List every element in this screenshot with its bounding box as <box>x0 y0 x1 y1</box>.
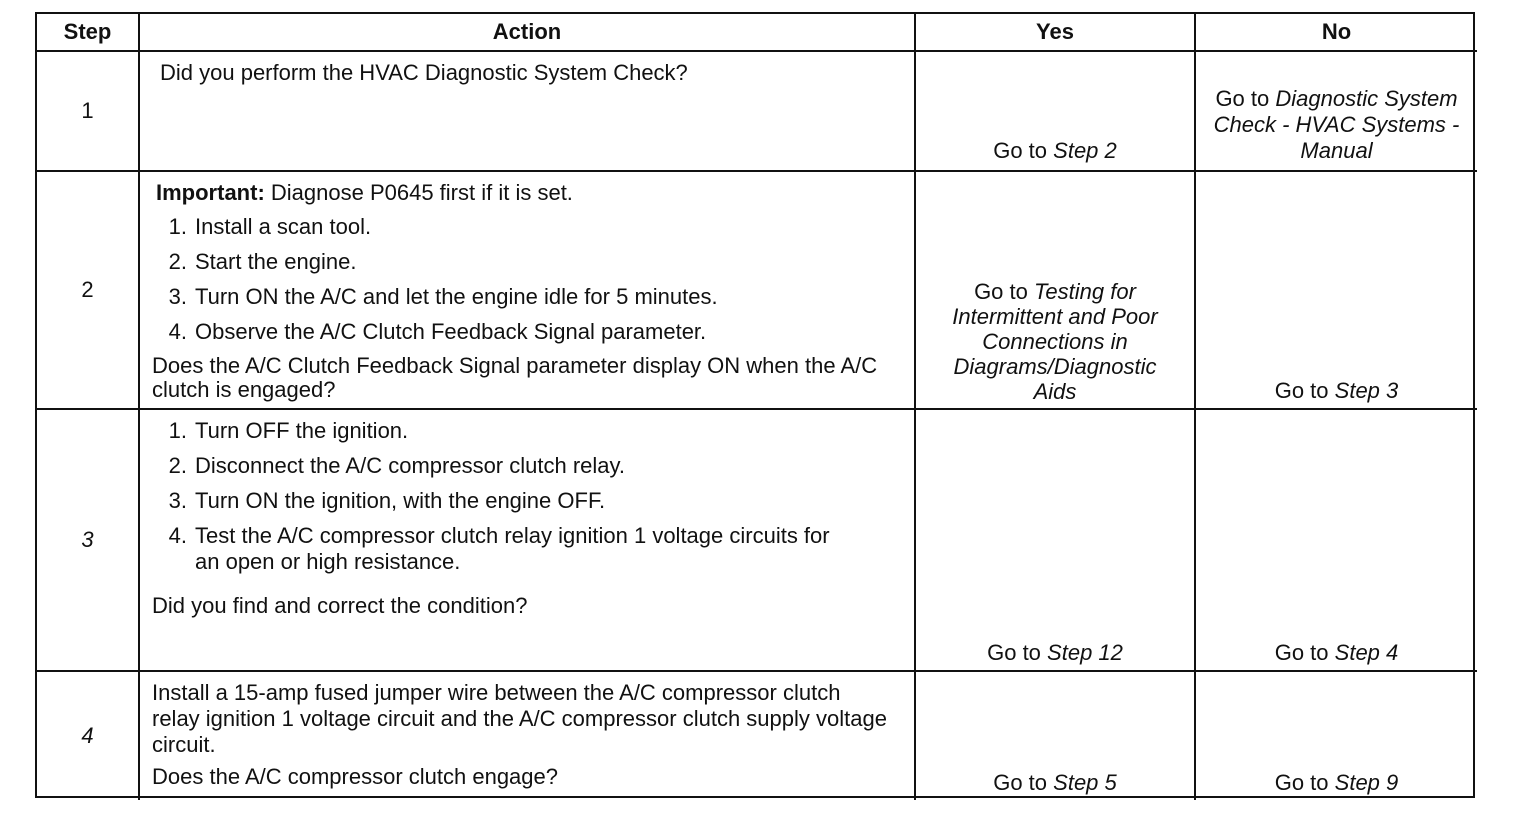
header-step: Step <box>37 14 140 52</box>
no-cell <box>1196 172 1477 410</box>
action-cell <box>140 52 916 172</box>
yes-cell <box>916 672 1196 800</box>
goto-link[interactable]: Step 9 <box>1334 770 1399 795</box>
goto-link[interactable]: Testing for Intermittent and Poor Connections in Diagrams/Diagnostic Aids <box>952 279 1158 404</box>
list-item: 1. Turn OFF the ignition. <box>168 418 409 443</box>
instruction-text: Install a 15-amp fused jumper wire between the A/C compressor clutch relay ignition 1 voltage circuit and the A/C compressor clutch supply voltage circuit. <box>152 680 887 757</box>
no-cell <box>1196 52 1477 172</box>
no-cell <box>1196 672 1477 800</box>
goto-link[interactable]: Step 2 <box>1053 138 1117 163</box>
list-item: 1. Install a scan tool. <box>168 214 372 239</box>
header-yes: Yes <box>916 14 1196 52</box>
yes-cell <box>916 172 1196 410</box>
step-list <box>152 418 902 575</box>
step-list <box>152 214 902 345</box>
yes-cell <box>916 410 1196 672</box>
goto-prefix: Go to <box>1274 640 1329 665</box>
goto-prefix: Go to <box>987 640 1041 665</box>
goto-link[interactable]: Step 3 <box>1334 378 1399 403</box>
goto-prefix: Go to <box>1215 86 1270 111</box>
list-item: 2. Start the engine. <box>168 249 357 274</box>
action-cell <box>140 672 916 800</box>
goto-prefix: Go to <box>993 770 1048 795</box>
step-number: 1 <box>37 52 140 172</box>
question-text: Does the A/C compressor clutch engage? <box>152 764 559 789</box>
question-text: Did you perform the HVAC Diagnostic System Check? <box>160 60 688 85</box>
goto-link[interactable]: Step 4 <box>1334 640 1399 665</box>
goto-prefix: Go to <box>1274 378 1329 403</box>
diagnostic-table <box>35 12 1475 798</box>
step-number: 2 <box>37 172 140 410</box>
header-action: Action <box>140 14 916 52</box>
goto-link[interactable]: Step 5 <box>1053 770 1117 795</box>
header-no: No <box>1196 14 1477 52</box>
goto-prefix: Go to <box>993 138 1048 163</box>
no-cell <box>1196 410 1477 672</box>
question-text: Does the A/C Clutch Feedback Signal parameter display ON when the A/C clutch is engaged? <box>152 353 878 402</box>
list-item: 2. Disconnect the A/C compressor clutch relay. <box>168 453 625 478</box>
important-label: Important: <box>156 180 265 205</box>
question-text: Did you find and correct the condition? <box>152 593 528 618</box>
goto-link[interactable]: Step 12 <box>1047 640 1123 665</box>
action-cell <box>140 410 916 672</box>
goto-prefix: Go to <box>974 279 1028 304</box>
important-text: Diagnose P0645 first if it is set. <box>270 180 573 205</box>
step-number: 3 <box>37 410 140 672</box>
list-item: 4. Test the A/C compressor clutch relay ignition 1 voltage circuits for an open or high resistance. <box>168 523 830 574</box>
list-item: 3. Turn ON the ignition, with the engine OFF. <box>168 488 606 513</box>
goto-link[interactable]: Diagnostic System Check - HVAC Systems - Manual <box>1213 86 1460 163</box>
list-item: 4. Observe the A/C Clutch Feedback Signal parameter. <box>168 319 707 344</box>
action-cell <box>140 172 916 410</box>
goto-prefix: Go to <box>1274 770 1329 795</box>
step-number: 4 <box>37 672 140 800</box>
yes-cell <box>916 52 1196 172</box>
list-item: 3. Turn ON the A/C and let the engine idle for 5 minutes. <box>168 284 718 309</box>
